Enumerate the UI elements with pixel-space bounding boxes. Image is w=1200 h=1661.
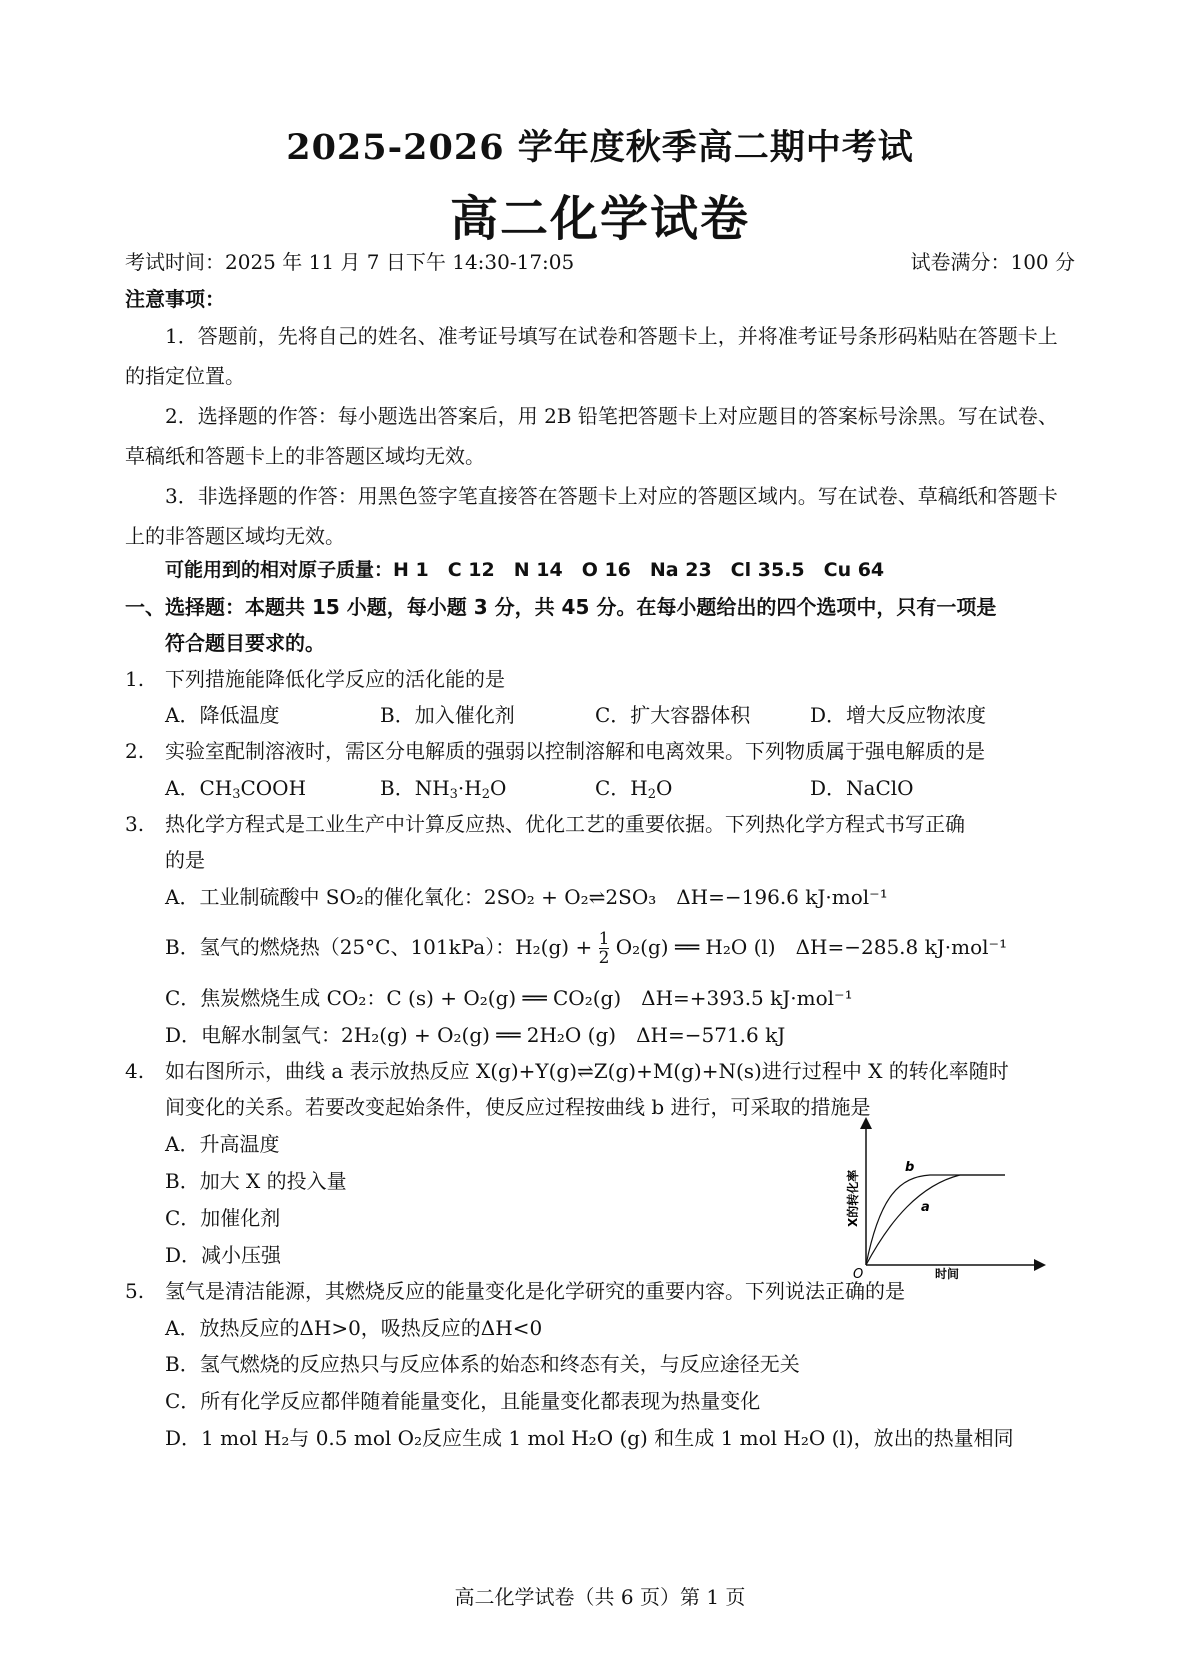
question-stem-cont: 间变化的关系。若要改变起始条件，使反应过程按曲线 b 进行，可采取的措施是 xyxy=(165,1095,871,1119)
notes-list xyxy=(125,316,1075,556)
option-b: B．加入催化剂 xyxy=(380,703,515,727)
option-a: A．降低温度 xyxy=(165,703,280,727)
note-item: 3．非选择题的作答：用黑色签字笔直接答在答题卡上对应的答题区域内。写在试卷、草稿纸和答题卡上的非答题区域均无效。 xyxy=(125,484,1058,548)
option-d: D．电解水制氢气：2H₂(g) + O₂(g) ══ 2H₂O (g) ΔH=−571.6 kJ xyxy=(165,1023,786,1047)
option-a: A．放热反应的ΔH>0，吸热反应的ΔH<0 xyxy=(165,1316,543,1340)
y-axis-label: X的转化率 xyxy=(846,1169,860,1227)
note-item: 2．选择题的作答：每小题选出答案后，用 2B 铅笔把答题卡上对应题目的答案标号涂黑。写在试卷、草稿纸和答题卡上的非答题区域均无效。 xyxy=(125,404,1058,468)
question-number: 2. xyxy=(125,739,145,763)
option-c: C．$H_2O$ xyxy=(595,776,673,802)
option-d: D．NaClO xyxy=(810,776,914,800)
option-a: A．工业制硫酸中 SO₂的催化氧化：2SO₂ + O₂⇌2SO₃ ΔH=−196.6 kJ·mol⁻¹ xyxy=(165,885,888,909)
question-number: 4. xyxy=(125,1059,145,1083)
curve-a-label: a xyxy=(921,1200,930,1215)
section-heading: 一、选择题：本题共 15 小题，每小题 3 分，共 45 分。在每小题给出的四个选项中，只有一项是 xyxy=(125,595,997,619)
section-heading-cont: 符合题目要求的。 xyxy=(165,631,325,655)
paper-title: 高二化学试卷 xyxy=(449,191,750,247)
curve-a xyxy=(866,1175,1005,1265)
full-score: 试卷满分：100 分 xyxy=(910,250,1075,274)
option-a: A．升高温度 xyxy=(165,1132,280,1156)
conversion-graph xyxy=(835,1115,1050,1280)
origin-label: O xyxy=(853,1267,864,1280)
question-3 xyxy=(125,809,965,839)
question-2 xyxy=(125,736,985,766)
curve-b-label: b xyxy=(905,1160,915,1175)
option-d: D．减小压强 xyxy=(165,1243,282,1267)
exam-title: 2025-2026 学年度秋季高二期中考试 xyxy=(286,127,914,168)
question-stem: 实验室配制溶液时，需区分电解质的强弱以控制溶解和电离效果。下列物质属于强电解质的是 xyxy=(165,739,985,763)
option-b: B．$NH_3\cdot H_2O$ xyxy=(380,776,507,802)
option-b: B．加大 X 的投入量 xyxy=(165,1169,347,1193)
question-1 xyxy=(125,664,505,694)
question-stem-cont: 的是 xyxy=(165,848,205,872)
question-stem: 热化学方程式是工业生产中计算反应热、优化工艺的重要依据。下列热化学方程式书写正确 xyxy=(165,812,965,836)
question-5 xyxy=(125,1276,905,1306)
question-number: 5. xyxy=(125,1279,145,1303)
option-c: C．加催化剂 xyxy=(165,1206,281,1230)
question-stem: 下列措施能降低化学反应的活化能的是 xyxy=(165,667,505,691)
question-stem: 氢气是清洁能源，其燃烧反应的能量变化是化学研究的重要内容。下列说法正确的是 xyxy=(165,1279,905,1303)
fraction: $\frac{1}{2}$ xyxy=(598,929,610,968)
option-c: C．所有化学反应都伴随着能量变化，且能量变化都表现为热量变化 xyxy=(165,1389,761,1413)
curve-b xyxy=(866,1175,1005,1265)
question-number: 1. xyxy=(125,667,145,691)
option-b: B．氢气的燃烧热（25°C、101kPa）：H₂(g) + $\frac{1}{2}$ O₂(g) ══ H₂O (l) ΔH=−285.8 kJ·mol⁻¹ xyxy=(165,929,1008,968)
x-axis-label: 时间 xyxy=(935,1267,960,1280)
option-d: D．增大反应物浓度 xyxy=(810,703,987,727)
question-4 xyxy=(125,1056,1009,1086)
question-number: 3. xyxy=(125,812,145,836)
option-d: D．1 mol H₂与 0.5 mol O₂反应生成 1 mol H₂O (g) 和生成 1 mol H₂O (l)，放出的热量相同 xyxy=(165,1426,1014,1450)
question-stem: 如右图所示，曲线 a 表示放热反应 X(g)+Y(g)⇌Z(g)+M(g)+N(s)进行过程中 X 的转化率随时 xyxy=(165,1059,1009,1083)
atomic-masses: 可能用到的相对原子质量：H 1 C 12 N 14 O 16 Na 23 Cl 35.5 Cu 64 xyxy=(165,559,885,581)
option-a: A．$CH_3COOH$ xyxy=(165,776,307,802)
option-b: B．氢气燃烧的反应热只与反应体系的始态和终态有关，与反应途径无关 xyxy=(165,1352,800,1376)
page-footer: 高二化学试卷（共 6 页）第 1 页 xyxy=(454,1585,746,1609)
option-c: C．焦炭燃烧生成 CO₂：C (s) + O₂(g) ══ CO₂(g) ΔH=+393.5 kJ·mol⁻¹ xyxy=(165,986,853,1010)
note-item: 1．答题前，先将自己的姓名、准考证号填写在试卷和答题卡上，并将准考证号条形码粘贴在答题卡上的指定位置。 xyxy=(125,324,1058,388)
exam-time: 考试时间：2025 年 11 月 7 日下午 14:30-17:05 xyxy=(125,250,575,274)
notes-heading: 注意事项： xyxy=(125,287,225,311)
option-c: C．扩大容器体积 xyxy=(595,703,751,727)
